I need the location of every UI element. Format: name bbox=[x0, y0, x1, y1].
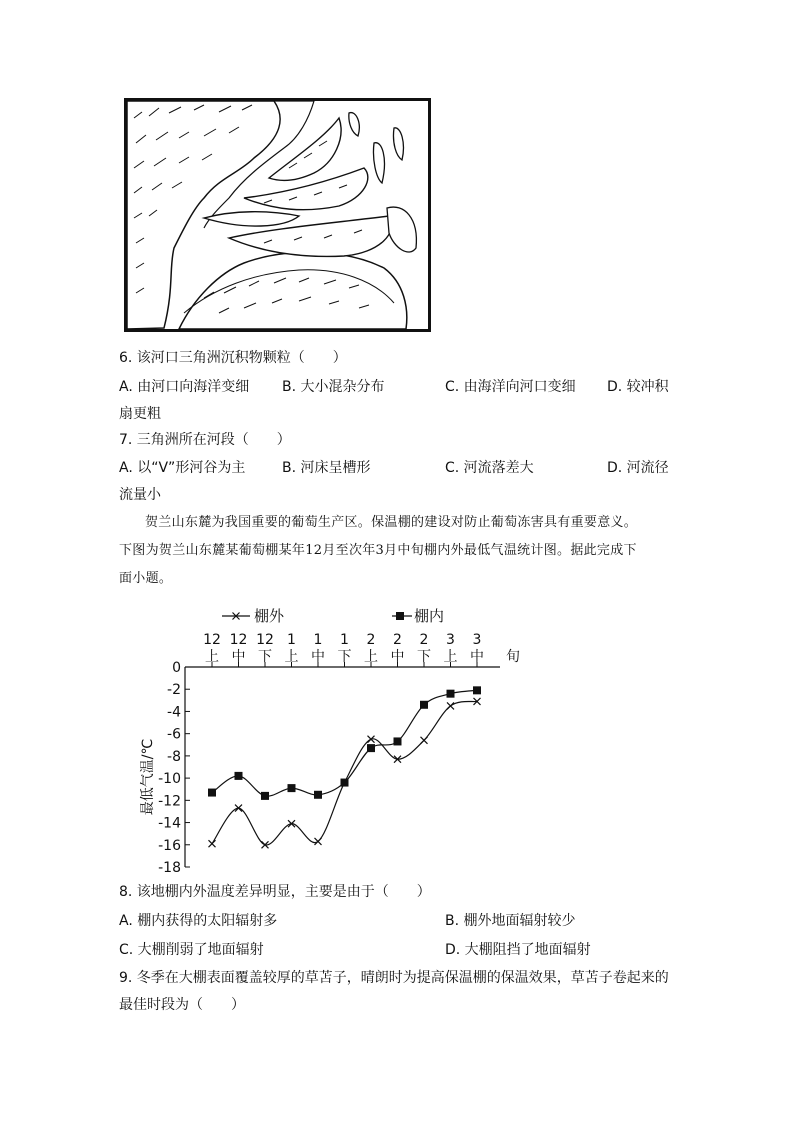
x-tick-label-period: 下 bbox=[417, 649, 431, 665]
q8-option-a[interactable]: A. 棚内获得的太阳辐射多 bbox=[119, 913, 278, 929]
y-tick-label: -16 bbox=[158, 837, 181, 854]
x-tick-label-period: 上 bbox=[284, 649, 299, 665]
legend-marker-inside bbox=[396, 612, 404, 620]
data-point-inside bbox=[235, 772, 243, 780]
data-point-inside bbox=[341, 779, 349, 787]
q6-stem: 6. 该河口三角洲沉积物颗粒（ ） bbox=[119, 350, 347, 366]
series-line-outside bbox=[212, 701, 477, 845]
y-tick-label: 0 bbox=[172, 660, 181, 676]
q6-option-c[interactable]: C. 由海洋向河口变细 bbox=[445, 379, 576, 395]
intro-line-1: 贺兰山东麓为我国重要的葡萄生产区。保温棚的建设对防止葡萄冻害具有重要意义。 bbox=[145, 515, 638, 530]
q7-option-a[interactable]: A. 以“V”形河谷为主 bbox=[119, 460, 246, 476]
data-point-inside bbox=[420, 701, 428, 709]
q9-stem-line-2: 最佳时段为（ ） bbox=[119, 997, 245, 1013]
y-tick-label: -8 bbox=[167, 748, 181, 765]
legend-label-outside: 棚外 bbox=[254, 607, 285, 625]
x-tick-label-period: 中 bbox=[311, 649, 325, 665]
x-tick-label-period: 下 bbox=[258, 649, 272, 665]
intro-line-3: 面小题。 bbox=[119, 571, 173, 586]
data-point-inside bbox=[394, 737, 402, 745]
x-tick-label-month: 2 bbox=[393, 632, 402, 648]
data-point-inside bbox=[473, 686, 481, 694]
x-tick-label-period: 中 bbox=[231, 649, 246, 665]
q8-option-b[interactable]: B. 棚外地面辐射较少 bbox=[445, 913, 576, 929]
data-point-outside bbox=[209, 840, 216, 847]
y-tick-label: -14 bbox=[158, 815, 181, 832]
q6-option-a[interactable]: A. 由河口向海洋变细 bbox=[119, 379, 250, 395]
data-point-outside bbox=[421, 737, 428, 744]
data-point-inside bbox=[261, 792, 269, 800]
q7-option-c[interactable]: C. 河流落差大 bbox=[445, 460, 534, 476]
x-tick-label-period: 上 bbox=[205, 649, 219, 665]
x-tick-label-month: 2 bbox=[419, 632, 429, 648]
q6-option-d-continuation: 扇更粗 bbox=[119, 406, 161, 422]
x-tick-label-month: 12 bbox=[203, 632, 221, 648]
legend-label-inside: 棚内 bbox=[414, 607, 445, 625]
x-tick-label-period: 中 bbox=[390, 649, 405, 665]
x-tick-label-month: 12 bbox=[229, 632, 248, 648]
data-point-inside bbox=[208, 789, 216, 797]
x-tick-label-month: 1 bbox=[340, 632, 349, 648]
x-tick-label-period: 中 bbox=[470, 649, 484, 665]
y-tick-label: -4 bbox=[167, 704, 181, 721]
data-point-outside bbox=[315, 838, 322, 845]
delta-map-figure bbox=[124, 98, 431, 332]
x-tick-label-period: 上 bbox=[364, 649, 378, 665]
q7-option-d-continuation: 流量小 bbox=[119, 487, 161, 503]
x-tick-label-month: 3 bbox=[446, 632, 455, 648]
x-tick-label-period: 上 bbox=[443, 649, 458, 665]
q9-stem-line-1: 9. 冬季在大棚表面覆盖较厚的草苫子，晴朗时为提高保温棚的保温效果，草苫子卷起来的 bbox=[119, 970, 669, 986]
x-axis-label: 旬 bbox=[506, 649, 520, 665]
data-point-inside bbox=[288, 784, 296, 792]
y-tick-label: -10 bbox=[158, 771, 181, 788]
x-tick-label-month: 1 bbox=[313, 632, 323, 648]
x-tick-label-period: 下 bbox=[337, 649, 352, 665]
q7-option-b[interactable]: B. 河床呈槽形 bbox=[282, 460, 371, 476]
x-tick-label-month: 3 bbox=[472, 632, 482, 648]
data-point-inside bbox=[367, 744, 375, 752]
q8-stem: 8. 该地棚内外温度差异明显，主要是由于（ ） bbox=[119, 884, 431, 900]
q8-option-d[interactable]: D. 大棚阻挡了地面辐射 bbox=[445, 942, 591, 958]
x-tick-label-month: 2 bbox=[366, 632, 376, 648]
intro-line-2: 下图为贺兰山东麓某葡萄棚某年12月至次年3月中旬棚内外最低气温统计图。据此完成下 bbox=[119, 543, 637, 558]
x-tick-label-month: 1 bbox=[287, 632, 296, 648]
temperature-line-chart bbox=[130, 600, 550, 875]
q7-stem: 7. 三角洲所在河段（ ） bbox=[119, 432, 291, 448]
y-tick-label: -12 bbox=[158, 793, 181, 810]
q8-option-c[interactable]: C. 大棚削弱了地面辐射 bbox=[119, 942, 264, 958]
q6-option-d[interactable]: D. 较冲积 bbox=[607, 379, 669, 395]
data-point-inside bbox=[447, 690, 455, 698]
y-axis-title: 最低气温/℃ bbox=[140, 738, 156, 816]
y-tick-label: -2 bbox=[167, 682, 181, 699]
data-point-outside bbox=[447, 702, 454, 709]
y-tick-label: -6 bbox=[167, 726, 181, 743]
q6-option-b[interactable]: B. 大小混杂分布 bbox=[282, 379, 385, 395]
data-point-inside bbox=[314, 791, 322, 799]
x-tick-label-month: 12 bbox=[256, 632, 274, 648]
y-tick-label: -18 bbox=[158, 860, 181, 875]
q7-option-d[interactable]: D. 河流径 bbox=[607, 460, 669, 476]
